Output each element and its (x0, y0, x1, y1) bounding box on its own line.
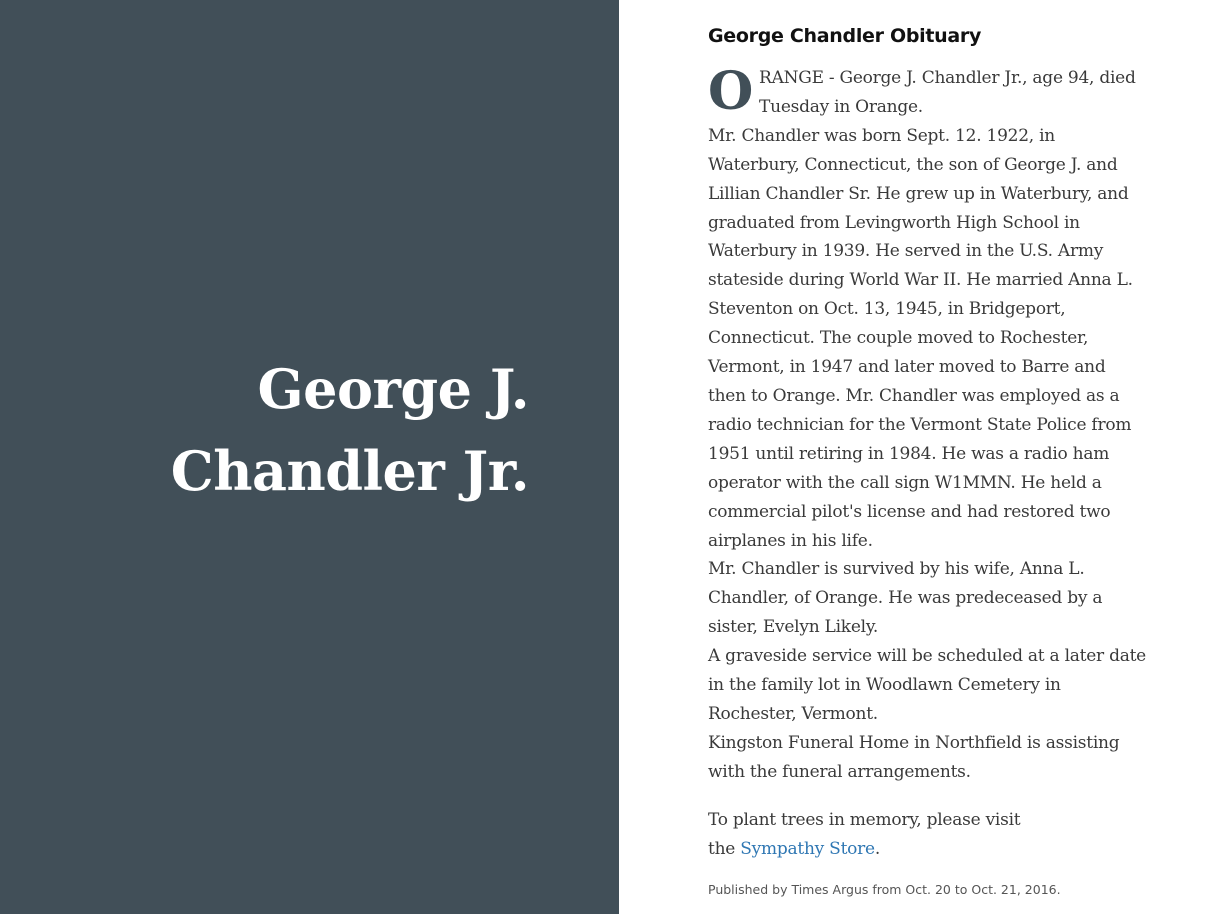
obituary-paragraph: Mr. Chandler was born Sept. 12. 1922, in Waterbury, Connecticut, the son of George J. and Lillian Chandler Sr. He grew up in Waterbury, and graduated from Levingworth High School in Waterbury in 1939. He served in the U.S. Army stateside during World War II. He married Anna L. Steventon on Oct. 13, 1945, in Bridgeport, Connecticut. The couple moved to Rochester, Vermont, in 1947 and later moved to Barre and then to Orange. Mr. Chandler was employed as a radio technician for the Vermont State Police from 1951 until retiring in 1984. He was a radio ham operator with the call sign W1MMN. He held a commercial pilot's license and had restored two airplanes in his life. (708, 125, 1133, 551)
obituary-paragraph: Mr. Chandler is survived by his wife, Anna L. Chandler, of Orange. He was predeceased by a sister, Evelyn Likely. (708, 559, 1103, 638)
obituary-text (708, 61, 1148, 787)
sympathy-store-link[interactable]: Sympathy Store (740, 838, 875, 859)
obituary-paragraph (708, 61, 1148, 122)
obituary-paragraph: A graveside service will be scheduled at a later date in the family lot in Woodlawn Cemetery in Rochester, Vermont. (708, 646, 1146, 724)
obituary-paragraph: Kingston Funeral Home in Northfield is assisting with the funeral arrangements. (708, 732, 1120, 782)
obituary-paragraph-text: RANGE - George J. Chandler Jr., age 94, died Tuesday in Orange. (759, 68, 1136, 117)
drop-cap-letter: O (708, 61, 754, 122)
plant-trees-notice (708, 806, 1038, 864)
publication-info: Published by Times Argus from Oct. 20 to Oct. 21, 2016. (708, 882, 1061, 898)
plant-trees-punctuation: . (874, 838, 880, 859)
obituary-content (708, 22, 1148, 899)
obituary-heading: George Chandler Obituary (708, 25, 982, 47)
deceased-name: George J. Chandler Jr. (170, 357, 529, 503)
plant-trees-text: To plant trees in memory, please visit the (708, 809, 1021, 859)
